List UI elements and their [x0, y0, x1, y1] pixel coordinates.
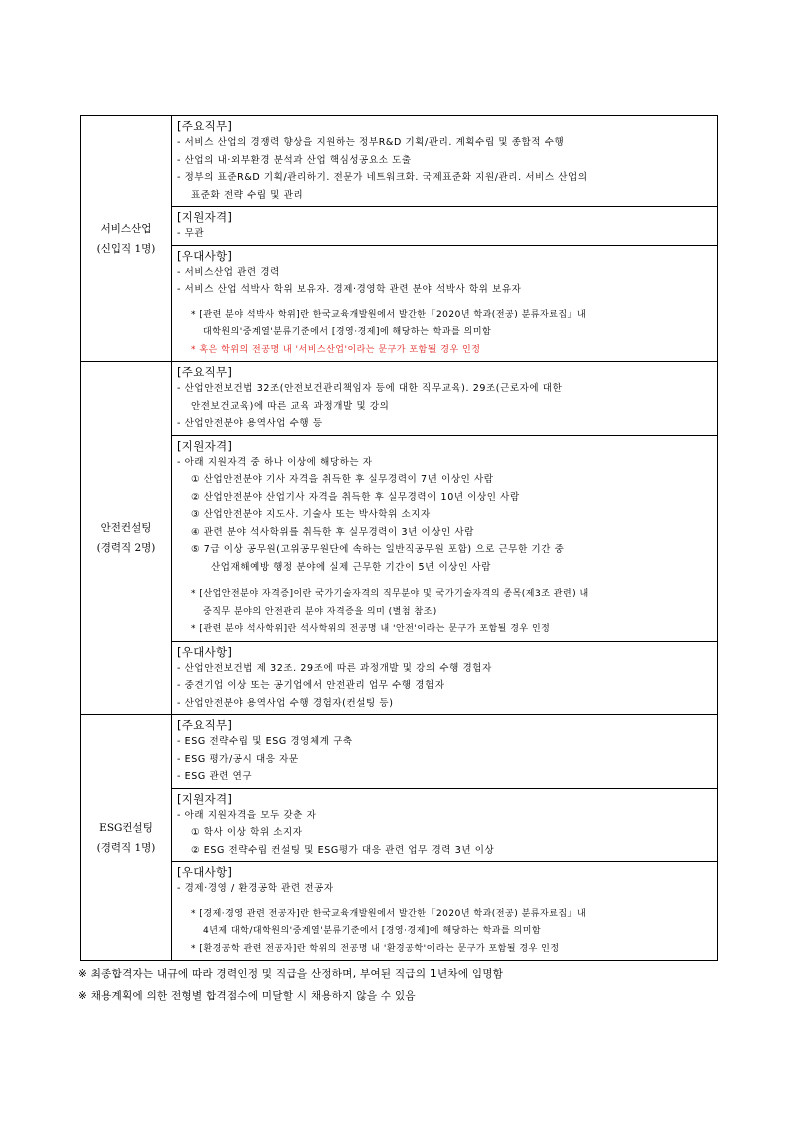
note: 중직무 분야의 안전관리 분야 자격증을 의미 (별첨 참조): [203, 606, 437, 617]
role-type: (경력직 2명): [96, 542, 156, 554]
list-item: - 서비스산업 관련 경력: [177, 266, 280, 278]
list-item: - 중견기업 이상 또는 공기업에서 안전관리 업무 수행 경험자: [177, 680, 445, 691]
list-item: ② ESG 전략수립 컨설팅 및 ESG평가 대응 관련 업무 경력 3년 이상: [191, 844, 495, 856]
duties-section: [172, 362, 717, 436]
list-item: - 아래 지원자격을 모두 갖춘 자: [177, 809, 317, 821]
section-heading: [지원자격]: [177, 791, 233, 806]
qualifications-section: [172, 207, 717, 246]
preferences-section: [172, 246, 717, 362]
role-type: (신입직 1명): [96, 242, 156, 255]
section-heading: [우대사항]: [177, 248, 233, 263]
list-item: ④ 관련 분야 석사학위를 취득한 후 실무경력이 3년 이상인 사람: [191, 526, 474, 538]
role-detail: [172, 715, 718, 961]
role-detail: [172, 362, 718, 715]
qualifications-section: [172, 789, 717, 863]
list-item: - 산업안전분야 용역사업 수행 등: [177, 418, 323, 429]
list-item: - 서비스 산업 석박사 학위 보유자. 경제·경영학 관련 분야 석박사 학위 보유자: [177, 284, 522, 295]
table-row: [81, 362, 718, 715]
list-item: - 산업안전분야 용역사업 수행 경험자(컨설팅 등): [177, 697, 394, 709]
section-heading: [우대사항]: [177, 865, 233, 879]
section-heading: [지원자격]: [177, 210, 233, 224]
list-item: - 서비스 산업의 경쟁력 향상을 지원하는 정부R&D 기획/관리. 계획수립 및 종합적 수행: [177, 137, 565, 148]
job-table: [80, 115, 718, 961]
section-heading: [주요직무]: [177, 718, 233, 732]
role-type: (경력직 1명): [96, 841, 156, 854]
table-row: [81, 715, 718, 961]
list-item: - 산업안전보건법 32조(안전보건관리책임자 등에 대한 직무교육). 29조(근로자에 대한: [177, 383, 563, 394]
role-cell: [81, 715, 172, 961]
list-item: ③ 산업안전분야 지도사. 기술사 또는 박사학위 소지자: [191, 509, 431, 520]
duties-section: [172, 715, 717, 789]
role-name: 서비스산업: [100, 222, 152, 235]
list-item: - 무관: [177, 228, 205, 239]
list-item: - 산업의 내·외부환경 분석과 산업 핵심성공요소 도출: [177, 154, 412, 166]
role-cell: [81, 362, 172, 715]
table-row: [81, 116, 718, 362]
list-item: 안전보건교육)에 따른 교육 과정개발 및 강의: [191, 400, 390, 412]
list-item: - ESG 전략수립 및 ESG 경영체계 구축: [177, 736, 353, 747]
list-item: - 아래 지원자격 중 하나 이상에 해당하는 자: [177, 456, 373, 468]
note: 4년제 대학/대학원의'중계열'분류기준에서 [경영·경제]에 해당하는 학과를 의미함: [203, 926, 542, 936]
list-item: 표준화 전략 수립 및 관리: [191, 189, 304, 201]
list-item: - ESG 평가/공시 대응 자문: [177, 753, 299, 765]
list-item: ② 산업안전분야 산업기사 자격을 취득한 후 실무경력이 10년 이상인 사람: [191, 491, 520, 503]
section-heading: [우대사항]: [177, 644, 233, 659]
highlight-note: * 혹은 학위의 전공명 내 '서비스산업'이라는 문구가 포함될 경우 인정: [191, 344, 481, 355]
list-item: - 정부의 표준R&D 기획/관리하기. 전문가 네트워크화. 국제표준화 지원/관리. 서비스 산업의: [177, 172, 588, 183]
preferences-section: [172, 642, 717, 715]
note: 대학원의'중계열'분류기준에서 [경영·경제]에 해당하는 학과를 의미함: [203, 327, 492, 337]
footnote: ※ 최종합격자는 내규에 따라 경력인정 및 직급을 산정하며, 부여된 직급의 1년차에 임명함: [78, 968, 504, 980]
list-item: ① 학사 이상 학위 소지자: [191, 827, 303, 838]
role-name: ESG컨설팅: [99, 821, 153, 834]
note: * [환경공학 관련 전공자]란 학위의 전공명 내 '환경공학'이라는 문구가 포함될 경우 인정: [191, 943, 560, 954]
qualifications-section: [172, 436, 717, 642]
list-item: ① 산업안전분야 기사 자격을 취득한 후 실무경력이 7년 이상인 사람: [191, 474, 494, 485]
duties-section: [172, 116, 717, 207]
note: * [산업안전분야 자격증]이란 국가기술자격의 직무분야 및 국가기술자격의 종목(제3조 관련) 내: [191, 589, 589, 599]
list-item: - 경제·경영 / 환경공학 관련 전공자: [177, 883, 334, 894]
note: * [경제·경영 관련 전공자]란 한국교육개발원에서 발간한「2020년 학과(전공) 분류자료집」내: [191, 908, 587, 919]
role-name: 안전컨설팅: [100, 522, 152, 534]
section-heading: [지원자격]: [177, 438, 233, 453]
section-heading: [주요직무]: [177, 119, 233, 133]
section-heading: [주요직무]: [177, 365, 233, 379]
list-item: ⑤ 7급 이상 공무원(고위공무원단에 속하는 일반직공무원 포함) 으로 근무한 기간 중: [191, 544, 565, 555]
list-item: - ESG 관련 연구: [177, 771, 253, 782]
note: * [관련 분야 석사학위]란 석사학위의 전공명 내 '안전'이라는 문구가 포함될 경우 인정: [191, 624, 551, 634]
note: * [관련 분야 석박사 학위]란 한국교육개발원에서 발간한「2020년 학과(전공) 분류자료집」내: [191, 309, 587, 320]
list-item: - 산업안전보건법 제 32조. 29조에 따른 과정개발 및 강의 수행 경험자: [177, 662, 492, 674]
role-detail: [172, 116, 718, 362]
footnote: ※ 채용계획에 의한 전형별 합격점수에 미달할 시 채용하지 않을 수 있음: [78, 990, 416, 1002]
role-cell: [81, 116, 172, 362]
list-item: 산업재해예방 행정 분야에 실제 근무한 기간이 5년 이상인 사람: [211, 561, 492, 573]
preferences-section: [172, 862, 717, 960]
